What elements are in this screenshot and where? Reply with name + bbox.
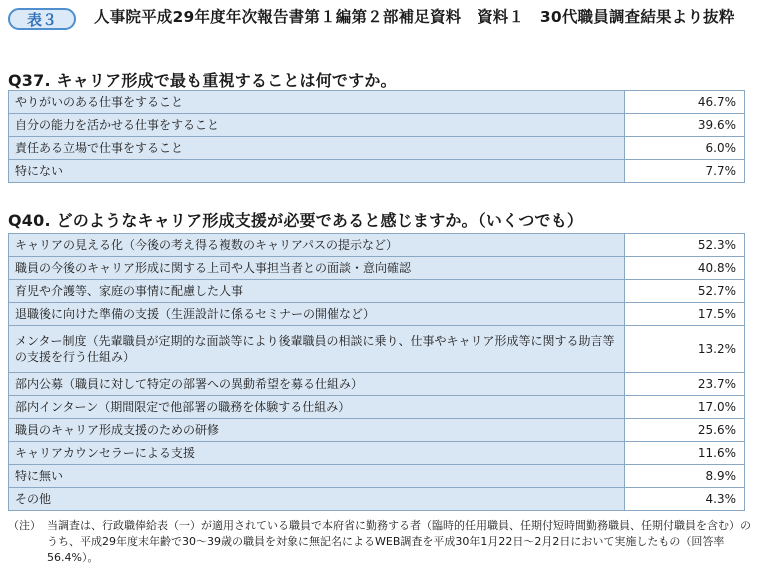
- row-value: 52.7%: [625, 280, 745, 303]
- row-value: 40.8%: [625, 257, 745, 280]
- footnote-text: 当調査は、行政職俸給表（一）が適用されている職員で本府省に勤務する者（臨時的任用職員、任期付短時間勤務職員、任期付職員を含む）のうち、平成29年度末年齢で30～39歳の職員を対象に無記名によるWEB調査を平成30年1月22日～2月2日において実施したもの（回答率56.4%）。: [47, 519, 751, 564]
- q37-table: [8, 90, 745, 183]
- row-label: 職員の今後のキャリア形成に関する上司や人事担当者との面談・意向確認: [9, 257, 625, 280]
- row-value: 11.6%: [625, 442, 745, 465]
- table-row: [9, 303, 745, 326]
- row-value: 17.0%: [625, 396, 745, 419]
- row-label: キャリアの見える化（今後の考え得る複数のキャリアパスの提示など）: [9, 234, 625, 257]
- table-row: [9, 160, 745, 183]
- row-label: メンター制度（先輩職員が定期的な面談等により後輩職員の相談に乗り、仕事やキャリア形成等に関する助言等の支援を行う仕組み）: [9, 326, 625, 373]
- q40-heading: Q40. どのようなキャリア形成支援が必要であると感じますか。（いくつでも）: [8, 211, 584, 230]
- table-row: [9, 137, 745, 160]
- row-label: 育児や介護等、家庭の事情に配慮した人事: [9, 280, 625, 303]
- table-row: [9, 234, 745, 257]
- row-value: 8.9%: [625, 465, 745, 488]
- row-label: 自分の能力を活かせる仕事をすること: [9, 114, 625, 137]
- row-value: 6.0%: [625, 137, 745, 160]
- table-row: [9, 91, 745, 114]
- row-value: 17.5%: [625, 303, 745, 326]
- row-value: 25.6%: [625, 419, 745, 442]
- row-value: 4.3%: [625, 488, 745, 511]
- row-label: 職員のキャリア形成支援のための研修: [9, 419, 625, 442]
- row-label: 責任ある立場で仕事をすること: [9, 137, 625, 160]
- row-value: 52.3%: [625, 234, 745, 257]
- row-label: 特にない: [9, 160, 625, 183]
- table-row: [9, 419, 745, 442]
- row-label: 退職後に向けた準備の支援（生涯設計に係るセミナーの開催など）: [9, 303, 625, 326]
- table-title: 人事院平成29年度年次報告書第１編第２部補足資料 資料１ 30代職員調査結果より抜粋: [94, 8, 735, 26]
- table-row: [9, 442, 745, 465]
- row-label: 部内インターン（期間限定で他部署の職務を体験する仕組み）: [9, 396, 625, 419]
- row-value: 46.7%: [625, 91, 745, 114]
- row-label: 部内公募（職員に対して特定の部署への異動希望を募る仕組み）: [9, 373, 625, 396]
- table-row: [9, 257, 745, 280]
- row-value: 13.2%: [625, 326, 745, 373]
- table-row: [9, 488, 745, 511]
- q40-table: [8, 233, 745, 511]
- table-row: [9, 373, 745, 396]
- q37-heading: Q37. キャリア形成で最も重視することは何ですか。: [8, 71, 397, 90]
- row-value: 23.7%: [625, 373, 745, 396]
- table-row: [9, 114, 745, 137]
- table-number-badge: 表３: [8, 8, 76, 30]
- table-row: [9, 326, 745, 373]
- row-label: キャリアカウンセラーによる支援: [9, 442, 625, 465]
- table-row: [9, 396, 745, 419]
- row-value: 39.6%: [625, 114, 745, 137]
- row-label: やりがいのある仕事をすること: [9, 91, 625, 114]
- footnote: [8, 518, 754, 566]
- row-label: 特に無い: [9, 465, 625, 488]
- row-label: その他: [9, 488, 625, 511]
- table-row: [9, 465, 745, 488]
- table-row: [9, 280, 745, 303]
- row-value: 7.7%: [625, 160, 745, 183]
- footnote-mark: （注）: [8, 519, 41, 532]
